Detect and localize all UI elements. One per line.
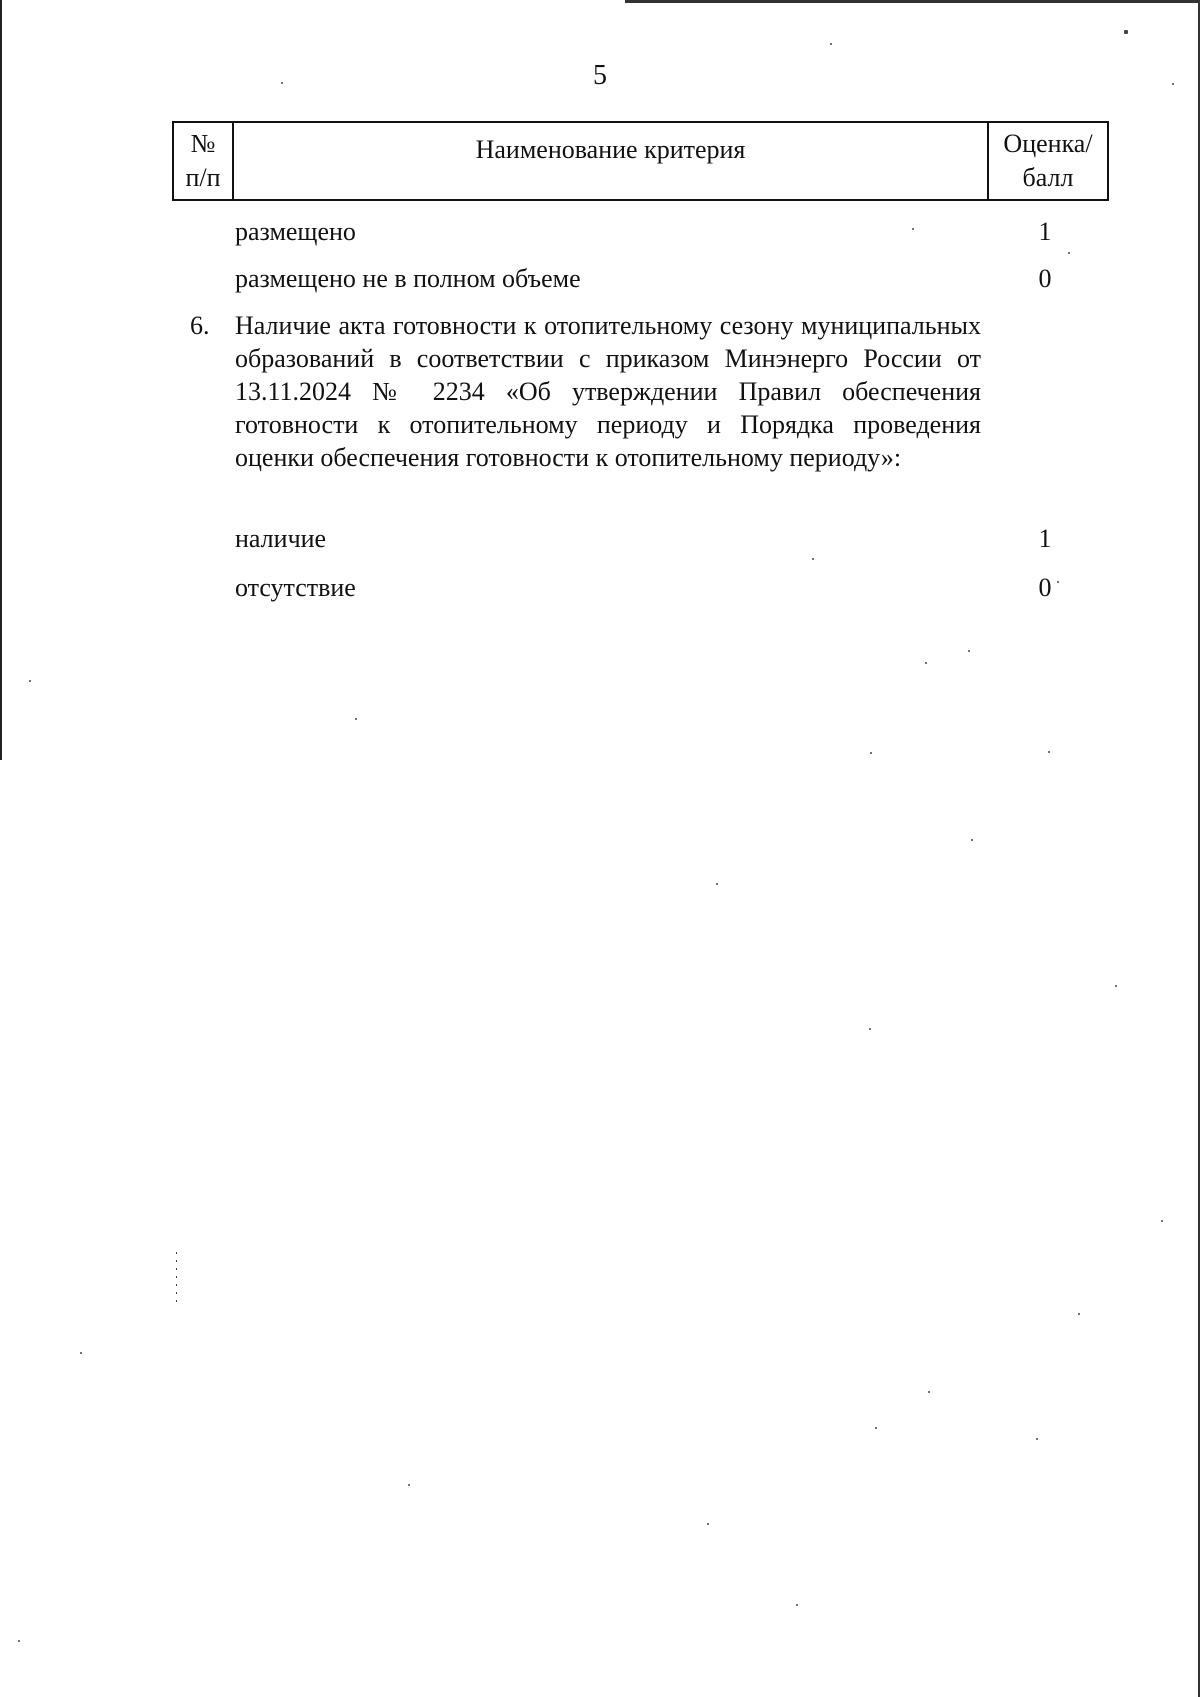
- scan-speck: [925, 662, 927, 664]
- criteria-table-header: [172, 121, 1109, 201]
- scan-edge-left: [0, 0, 2, 760]
- scan-speck: [707, 1523, 709, 1525]
- scan-speck: [281, 82, 283, 84]
- criterion-option-score: 0: [1038, 264, 1052, 293]
- scan-speck: [176, 1252, 177, 1304]
- scan-speck: [1057, 581, 1059, 583]
- scan-speck: [1115, 985, 1117, 987]
- scan-speck: [1078, 1313, 1080, 1315]
- scan-speck: [716, 883, 718, 885]
- scan-speck: [870, 752, 872, 754]
- scan-speck: [1048, 751, 1050, 753]
- criterion-description: Наличие акта готовности к отопительному сезону муниципальных образований в соответствии с приказом Минэнерго России от 13.11.2024 № 2234 «Об утверждении Правил обеспечения готовности к отопительному периоду и Порядка проведения оценки обеспечения готовности к отопительному периоду»:: [235, 311, 981, 472]
- column-number-symbol: №: [190, 129, 216, 158]
- scan-speck: [971, 839, 973, 841]
- scan-speck: [80, 1352, 82, 1354]
- scan-speck: [812, 558, 814, 560]
- scan-speck: [796, 1604, 798, 1606]
- scan-speck: [928, 1391, 930, 1393]
- scan-speck: [869, 1028, 871, 1030]
- criterion-option-text: размещено не в полном объеме: [235, 264, 581, 293]
- scan-speck: [968, 650, 970, 652]
- scan-speck: [18, 1640, 20, 1642]
- criterion-option-score: 1: [1038, 217, 1052, 246]
- scan-speck: [355, 718, 357, 720]
- scan-speck: [1161, 1220, 1163, 1222]
- scan-edge-top: [625, 0, 1200, 3]
- criterion-number: 6.: [190, 311, 210, 340]
- scan-speck: [1124, 30, 1128, 34]
- scan-speck: [830, 43, 832, 45]
- column-score-header: [988, 122, 1108, 200]
- scan-speck: [912, 228, 914, 230]
- criterion-option-score: 1: [1038, 524, 1052, 553]
- criterion-option-text: размещено: [235, 217, 356, 246]
- column-name-header: Наименование критерия: [233, 122, 988, 200]
- scan-speck: [29, 680, 31, 682]
- scan-speck: [1036, 1438, 1038, 1440]
- column-number-header: [173, 122, 233, 200]
- scan-speck: [408, 1484, 410, 1486]
- page-number: 5: [593, 60, 607, 91]
- column-score-line2: балл: [1022, 163, 1074, 192]
- criterion-option-text: наличие: [235, 524, 327, 553]
- column-score-line1: Оценка/: [1003, 129, 1093, 158]
- scan-speck: [1068, 252, 1070, 254]
- scan-speck: [1172, 83, 1174, 85]
- scan-speck: [875, 1427, 877, 1429]
- criterion-option-text: отсутствие: [235, 573, 356, 602]
- column-number-abbrev: п/п: [185, 163, 221, 192]
- criterion-option-score: 0: [1038, 573, 1052, 602]
